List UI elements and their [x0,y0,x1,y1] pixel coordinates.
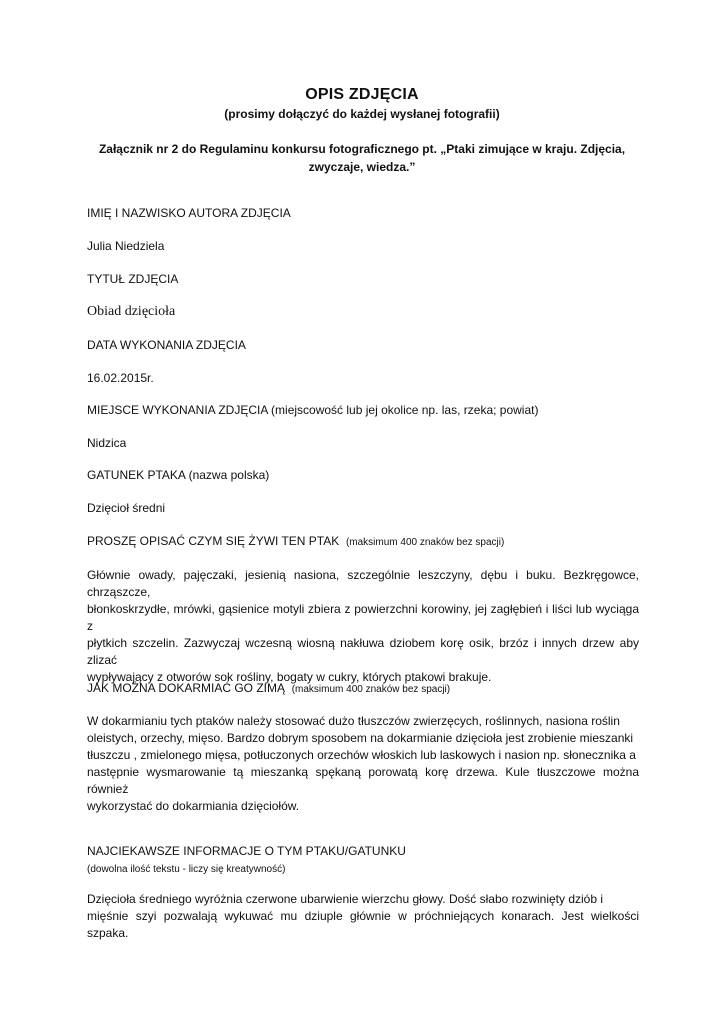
feeding-line: wykorzystać do dokarmiania dzięciołów. [87,799,300,813]
facts-note: (dowolna ilość tekstu - liczy się kreatywność) [87,864,286,875]
document-title: OPIS ZDJĘCIA [305,86,419,103]
annex-heading [0,140,724,176]
annex-line: zwyczaje, wiedza.” [308,160,416,174]
diet-note: (maksimum 400 znaków bez spacji) [345,537,505,548]
feeding-line: następnie wysmarowanie tą mieszanką spękaną porowatą korę drzewa. Kule tłuszczowe można również [87,765,639,796]
diet-line: błonkoskrzydłe, mrówki, gąsienice motyli zbiera z powierzchni korowiny, jej zagłębień i liści lub wyciąga z [87,602,639,633]
diet-label: PROSZĘ OPISAĆ CZYM SIĘ ŻYWI TEN PTAK [87,534,340,548]
photo-title-label: TYTUŁ ZDJĘCIA [87,272,179,286]
diet-line: Głównie owady, pajęczaki, jesienią nasiona, szczególnie leszczyny, dębu i buku. Bezkręgowce, chrząszcze, [87,568,639,599]
species-value: Dzięcioł średni [87,501,166,515]
facts-line: Dzięcioła średniego wyróżnia czerwone ubarwienie wierzchu głowy. Dość słabo rozwinięty dziób i [87,892,604,906]
date-label: DATA WYKONANIA ZDJĘCIA [87,338,246,352]
feeding-note: (maksimum 400 znaków bez spacji) [291,684,451,695]
author-label: IMIĘ I NAZWISKO AUTORA ZDJĘCIA [87,206,291,220]
facts-answer [87,891,639,942]
feeding-heading [87,680,450,698]
diet-line: płytkich szczelin. Zazwyczaj wczesną wiosną nakłuwa dziobem korę osik, brzóz i innych drzew aby zlizać [87,636,639,667]
place-label: MIEJSCE WYKONANIA ZDJĘCIA (miejscowość lub jej okolice np. las, rzeka; powiat) [87,403,539,417]
species-label: GATUNEK PTAKA (nazwa polska) [87,468,270,482]
date-value: 16.02.2015r. [87,371,154,385]
feeding-label: JAK MOŻNA DOKARMIAĆ GO ZIMĄ [87,681,286,695]
feeding-line: W dokarmianiu tych ptaków należy stosować dużo tłuszczów zwierzęcych, roślinnych, nasiona roślin [87,714,620,728]
place-value: Nidzica [87,436,127,450]
feeding-line: tłuszczu , zmielonego mięsa, potłuczonych orzechów włoskich lub laskowych i nasion np. słonecznika a [87,748,636,762]
annex-line: Załącznik nr 2 do Regulaminu konkursu fotograficznego pt. „Ptaki zimujące w kraju. Zdjęcia, [98,142,626,156]
photo-title-value: Obiad dzięcioła [87,304,176,319]
facts-line: mięśnie szyi pozwalają wykuwać mu dziuple głównie w próchniejących konarach. Jest wielkości szpaka. [87,909,639,940]
document-subtitle: (prosimy dołączyć do każdej wysłanej fotografii) [224,107,500,121]
feeding-line: oleistych, orzechy, mięso. Bardzo dobrym sposobem na dokarmianie dzięcioła jest zrobienie mieszanki [87,731,634,745]
feeding-answer [87,713,639,815]
diet-answer [87,567,639,686]
diet-heading [87,533,504,551]
author-value: Julia Niedziela [87,239,165,253]
facts-label: NAJCIEKAWSZE INFORMACJE O TYM PTAKU/GATUNKU [87,844,406,858]
diet-line: wypływający z otworów sok rośliny, bogaty w cukry, których ptakowi brakuje. [87,670,492,684]
